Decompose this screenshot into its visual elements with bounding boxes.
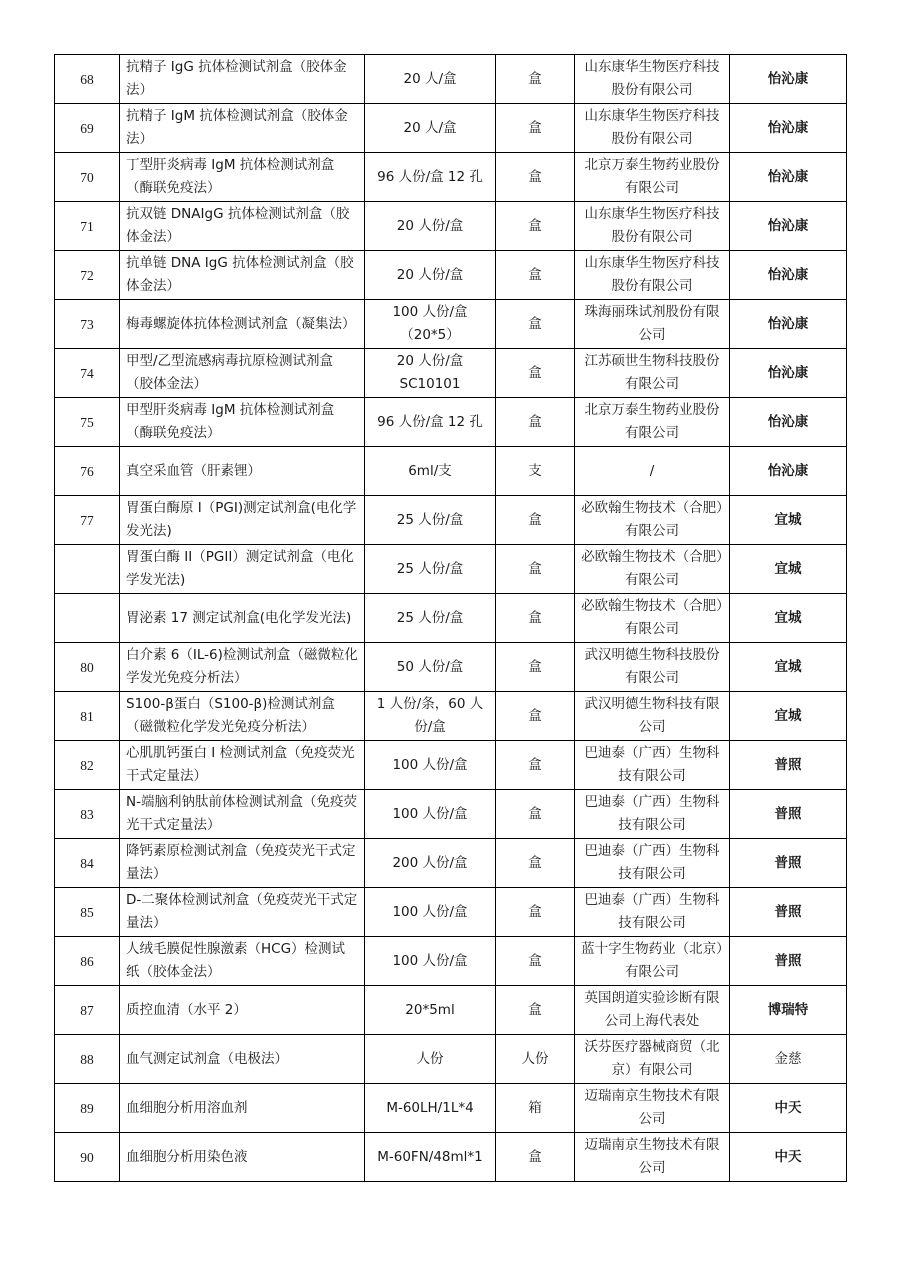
product-name-cell: 血气测定试剂盒（电极法） [120, 1035, 365, 1084]
row-number-cell: 76 [55, 447, 120, 496]
product-spec-cell: M-60FN/48ml*1 [365, 1133, 496, 1182]
row-number-cell: 87 [55, 986, 120, 1035]
product-unit-cell: 盒 [496, 888, 575, 937]
product-spec-cell: 96 人份/盒 12 孔 [365, 153, 496, 202]
product-name-cell: 丁型肝炎病毒 IgM 抗体检测试剂盒（酶联免疫法） [120, 153, 365, 202]
distributor-cell: 宜城 [730, 643, 847, 692]
product-name-cell: 质控血清（水平 2） [120, 986, 365, 1035]
product-spec-cell: 20 人份/盒 [365, 251, 496, 300]
distributor-cell: 怡沁康 [730, 398, 847, 447]
product-name-cell: 抗精子 IgG 抗体检测试剂盒（胶体金法） [120, 55, 365, 104]
table-row [55, 790, 847, 839]
table-row [55, 153, 847, 202]
manufacturer-cell: 武汉明德生物科技有限公司 [575, 692, 730, 741]
table-row [55, 888, 847, 937]
manufacturer-cell: 英国朗道实验诊断有限公司上海代表处 [575, 986, 730, 1035]
product-spec-cell: 20 人/盒 [365, 104, 496, 153]
product-name-cell: S100-β蛋白（S100-β)检测试剂盒（磁微粒化学发光免疫分析法） [120, 692, 365, 741]
row-number-cell: 71 [55, 202, 120, 251]
table-row [55, 643, 847, 692]
product-name-cell: 血细胞分析用染色液 [120, 1133, 365, 1182]
product-unit-cell: 盒 [496, 790, 575, 839]
manufacturer-cell: 山东康华生物医疗科技股份有限公司 [575, 251, 730, 300]
distributor-cell: 怡沁康 [730, 153, 847, 202]
product-unit-cell: 盒 [496, 55, 575, 104]
distributor-cell: 普照 [730, 937, 847, 986]
product-spec-cell: 20*5ml [365, 986, 496, 1035]
product-unit-cell: 盒 [496, 986, 575, 1035]
product-name-cell: 甲型/乙型流感病毒抗原检测试剂盒（胶体金法） [120, 349, 365, 398]
row-number-cell: 90 [55, 1133, 120, 1182]
table-row [55, 398, 847, 447]
manufacturer-cell: / [575, 447, 730, 496]
product-spec-cell: M-60LH/1L*4 [365, 1084, 496, 1133]
table-row [55, 349, 847, 398]
row-number-cell: 70 [55, 153, 120, 202]
distributor-cell: 怡沁康 [730, 300, 847, 349]
table-row [55, 1133, 847, 1182]
product-spec-cell: 人份 [365, 1035, 496, 1084]
manufacturer-cell: 巴迪泰（广西）生物科技有限公司 [575, 741, 730, 790]
product-unit-cell: 盒 [496, 545, 575, 594]
row-number-cell: 74 [55, 349, 120, 398]
product-name-cell: 心肌肌钙蛋白 I 检测试剂盒（免疫荧光干式定量法） [120, 741, 365, 790]
table-row [55, 55, 847, 104]
product-spec-cell: 200 人份/盒 [365, 839, 496, 888]
product-name-cell: 甲型肝炎病毒 IgM 抗体检测试剂盒（酶联免疫法） [120, 398, 365, 447]
product-name-cell: 抗精子 IgM 抗体检测试剂盒（胶体金法） [120, 104, 365, 153]
product-unit-cell: 盒 [496, 104, 575, 153]
table-row [55, 300, 847, 349]
row-number-cell: 73 [55, 300, 120, 349]
distributor-cell: 普照 [730, 790, 847, 839]
product-unit-cell: 盒 [496, 153, 575, 202]
distributor-cell: 宜城 [730, 496, 847, 545]
product-name-cell: N-端脑利钠肽前体检测试剂盒（免疫荧光干式定量法） [120, 790, 365, 839]
product-spec-cell: 100 人份/盒 [365, 790, 496, 839]
product-unit-cell: 盒 [496, 643, 575, 692]
manufacturer-cell: 山东康华生物医疗科技股份有限公司 [575, 55, 730, 104]
product-spec-cell: 96 人份/盒 12 孔 [365, 398, 496, 447]
distributor-cell: 金慈 [730, 1035, 847, 1084]
row-number-cell: 84 [55, 839, 120, 888]
product-spec-cell: 25 人份/盒 [365, 594, 496, 643]
product-unit-cell: 盒 [496, 398, 575, 447]
product-name-cell: 抗双链 DNAIgG 抗体检测试剂盒（胶体金法） [120, 202, 365, 251]
row-number-cell: 88 [55, 1035, 120, 1084]
table-row [55, 104, 847, 153]
product-spec-cell: 100 人份/盒 [365, 937, 496, 986]
product-spec-cell: 1 人份/条，60 人份/盒 [365, 692, 496, 741]
product-spec-cell: 100 人份/盒 [365, 741, 496, 790]
product-name-cell: D-二聚体检测试剂盒（免疫荧光干式定量法） [120, 888, 365, 937]
table-row [55, 1035, 847, 1084]
product-name-cell: 胃蛋白酶 II（PGII）测定试剂盒（电化学发光法) [120, 545, 365, 594]
product-name-cell: 白介素 6（IL-6)检测试剂盒（磁微粒化学发光免疫分析法） [120, 643, 365, 692]
product-name-cell: 抗单链 DNA IgG 抗体检测试剂盒（胶体金法） [120, 251, 365, 300]
product-spec-cell: 50 人份/盒 [365, 643, 496, 692]
distributor-cell: 中天 [730, 1133, 847, 1182]
table-body [55, 55, 847, 1182]
product-spec-cell: 25 人份/盒 [365, 545, 496, 594]
distributor-cell: 普照 [730, 741, 847, 790]
distributor-cell: 怡沁康 [730, 447, 847, 496]
row-number-cell: 82 [55, 741, 120, 790]
product-unit-cell: 盒 [496, 594, 575, 643]
product-name-cell: 梅毒螺旋体抗体检测试剂盒（凝集法） [120, 300, 365, 349]
manufacturer-cell: 北京万泰生物药业股份有限公司 [575, 398, 730, 447]
row-number-cell [55, 594, 120, 643]
manufacturer-cell: 必欧翰生物技术（合肥）有限公司 [575, 496, 730, 545]
product-table [54, 54, 847, 1182]
row-number-cell: 72 [55, 251, 120, 300]
product-name-cell: 降钙素原检测试剂盒（免疫荧光干式定量法） [120, 839, 365, 888]
table-row [55, 202, 847, 251]
product-unit-cell: 人份 [496, 1035, 575, 1084]
product-unit-cell: 盒 [496, 202, 575, 251]
manufacturer-cell: 山东康华生物医疗科技股份有限公司 [575, 104, 730, 153]
manufacturer-cell: 珠海丽珠试剂股份有限公司 [575, 300, 730, 349]
manufacturer-cell: 迈瑞南京生物技术有限公司 [575, 1084, 730, 1133]
row-number-cell: 68 [55, 55, 120, 104]
table-row [55, 692, 847, 741]
product-unit-cell: 盒 [496, 300, 575, 349]
product-spec-cell: 20 人份/盒 SC10101 [365, 349, 496, 398]
table-row [55, 741, 847, 790]
row-number-cell: 81 [55, 692, 120, 741]
manufacturer-cell: 巴迪泰（广西）生物科技有限公司 [575, 839, 730, 888]
product-unit-cell: 盒 [496, 251, 575, 300]
manufacturer-cell: 山东康华生物医疗科技股份有限公司 [575, 202, 730, 251]
table-row [55, 986, 847, 1035]
distributor-cell: 怡沁康 [730, 349, 847, 398]
row-number-cell: 83 [55, 790, 120, 839]
table-row [55, 447, 847, 496]
product-unit-cell: 盒 [496, 496, 575, 545]
product-name-cell: 血细胞分析用溶血剂 [120, 1084, 365, 1133]
row-number-cell [55, 545, 120, 594]
table-row [55, 594, 847, 643]
manufacturer-cell: 北京万泰生物药业股份有限公司 [575, 153, 730, 202]
row-number-cell: 86 [55, 937, 120, 986]
product-spec-cell: 25 人份/盒 [365, 496, 496, 545]
manufacturer-cell: 沃芬医疗器械商贸（北京）有限公司 [575, 1035, 730, 1084]
manufacturer-cell: 迈瑞南京生物技术有限公司 [575, 1133, 730, 1182]
distributor-cell: 怡沁康 [730, 104, 847, 153]
table-row [55, 251, 847, 300]
row-number-cell: 77 [55, 496, 120, 545]
distributor-cell: 中天 [730, 1084, 847, 1133]
product-unit-cell: 盒 [496, 839, 575, 888]
table-row [55, 1084, 847, 1133]
distributor-cell: 怡沁康 [730, 55, 847, 104]
manufacturer-cell: 巴迪泰（广西）生物科技有限公司 [575, 888, 730, 937]
product-spec-cell: 20 人/盒 [365, 55, 496, 104]
table-row [55, 545, 847, 594]
distributor-cell: 宜城 [730, 545, 847, 594]
table-row [55, 937, 847, 986]
row-number-cell: 75 [55, 398, 120, 447]
row-number-cell: 80 [55, 643, 120, 692]
product-unit-cell: 盒 [496, 937, 575, 986]
product-name-cell: 真空采血管（肝素锂） [120, 447, 365, 496]
manufacturer-cell: 武汉明德生物科技股份有限公司 [575, 643, 730, 692]
distributor-cell: 宜城 [730, 692, 847, 741]
product-unit-cell: 盒 [496, 741, 575, 790]
product-unit-cell: 支 [496, 447, 575, 496]
product-name-cell: 人绒毛膜促性腺激素（HCG）检测试纸（胶体金法） [120, 937, 365, 986]
row-number-cell: 85 [55, 888, 120, 937]
product-spec-cell: 100 人份/盒 [365, 888, 496, 937]
distributor-cell: 宜城 [730, 594, 847, 643]
table-row [55, 839, 847, 888]
product-spec-cell: 100 人份/盒（20*5） [365, 300, 496, 349]
manufacturer-cell: 江苏硕世生物科技股份有限公司 [575, 349, 730, 398]
product-unit-cell: 盒 [496, 1133, 575, 1182]
distributor-cell: 怡沁康 [730, 202, 847, 251]
product-unit-cell: 盒 [496, 692, 575, 741]
row-number-cell: 89 [55, 1084, 120, 1133]
row-number-cell: 69 [55, 104, 120, 153]
distributor-cell: 怡沁康 [730, 251, 847, 300]
product-unit-cell: 盒 [496, 349, 575, 398]
manufacturer-cell: 蓝十字生物药业（北京）有限公司 [575, 937, 730, 986]
distributor-cell: 普照 [730, 839, 847, 888]
manufacturer-cell: 巴迪泰（广西）生物科技有限公司 [575, 790, 730, 839]
product-name-cell: 胃泌素 17 测定试剂盒(电化学发光法) [120, 594, 365, 643]
distributor-cell: 普照 [730, 888, 847, 937]
manufacturer-cell: 必欧翰生物技术（合肥）有限公司 [575, 545, 730, 594]
product-spec-cell: 20 人份/盒 [365, 202, 496, 251]
product-name-cell: 胃蛋白酶原 I（PGI)测定试剂盒(电化学发光法) [120, 496, 365, 545]
table-row [55, 496, 847, 545]
distributor-cell: 博瑞特 [730, 986, 847, 1035]
manufacturer-cell: 必欧翰生物技术（合肥）有限公司 [575, 594, 730, 643]
product-spec-cell: 6ml/支 [365, 447, 496, 496]
product-unit-cell: 箱 [496, 1084, 575, 1133]
